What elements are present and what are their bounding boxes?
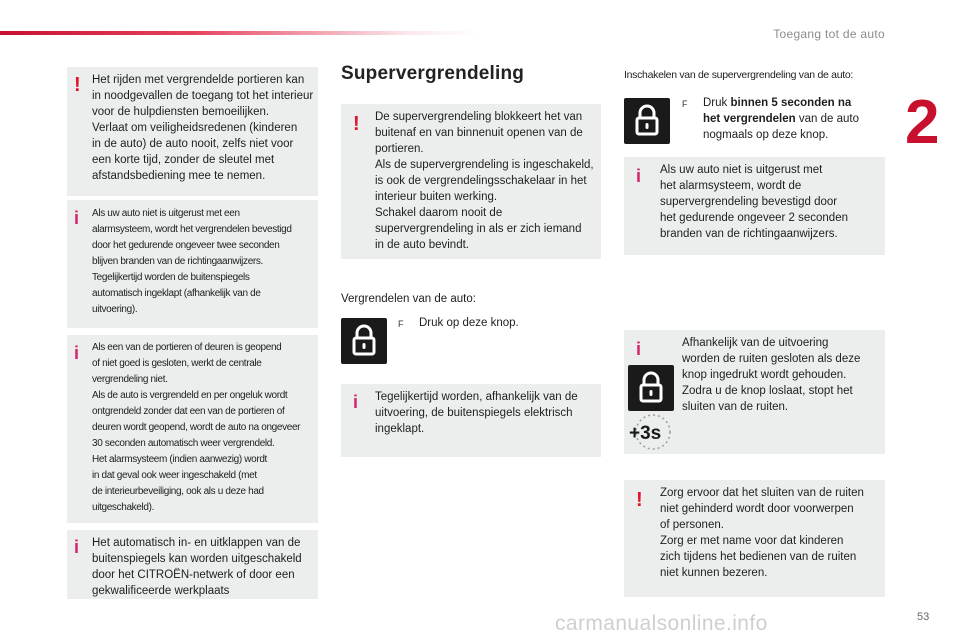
left-info-doors-text: Als een van de portieren of deuren is geopend of niet goed is gesloten, werkt de centrale vergrendeling niet. Als de auto is vergrendeld en per ongeluk wordt ontgrendeld zonder dat een van de portieren of deuren wordt geopend, wordt de auto na ongeveer 30 seconden automatisch weer vergrendeld. Het alarmsysteem (indien aanwezig) wordt in dat geval ook weer ingeschakeld (met de interieurbeveiliging, ook als u deze had uitgeschakeld). [92, 342, 301, 513]
step-arrow-icon: F [682, 99, 688, 109]
chapter-number: 2 [905, 88, 940, 157]
info-icon: i [353, 392, 359, 412]
step-text-post: van de auto [795, 113, 859, 125]
press-step-text: Druk op deze knop. [419, 317, 519, 329]
page-number: 53 [917, 611, 930, 623]
lock-button-icon [628, 365, 674, 411]
middle-info-text: Tegelijkertijd worden, afhankelijk van de uitvoering, de buitenspiegels elektrisch ingeklapt. [375, 391, 578, 435]
right-info-box-alarm [624, 157, 885, 255]
timer-icon [628, 410, 672, 454]
page-title: Supervergrendeling [341, 63, 525, 84]
warning-icon: ! [636, 489, 643, 511]
lock-button-icon [624, 98, 670, 144]
left-info-mirrors-text: Het automatisch in- en uitklappen van de buitenspiegels kan worden uitgeschakeld door het CITROËN-netwerk of door een gekwalificeerde werkplaats [92, 537, 302, 597]
activation-heading: Inschakelen van de supervergrendeling van de auto: [624, 69, 854, 81]
timer-label: +3s [629, 423, 662, 444]
middle-info-box [341, 384, 601, 457]
left-info-box-mirrors [67, 530, 318, 599]
info-icon: i [636, 339, 642, 359]
step-text-pre: Druk [703, 97, 731, 109]
right-warning-text: Zorg ervoor dat het sluiten van de ruiten niet gehinderd wordt door voorwerpen of personen. Zorg er met name voor dat kinderen zich tijdens het bedienen van de ruiten niet kunnen bezeren. [660, 487, 864, 579]
right-info-box-windows [624, 330, 885, 454]
warning-icon: ! [74, 74, 81, 96]
section-header-title: Toegang tot de auto [773, 27, 885, 41]
middle-warning-box [341, 104, 601, 259]
info-icon: i [74, 208, 80, 228]
lock-button-icon [341, 318, 387, 364]
header-accent-bar [0, 31, 480, 35]
info-icon: i [636, 166, 642, 186]
right-info-windows-text: Afhankelijk van de uitvoering worden de ruiten gesloten als deze knop ingedrukt wordt gehouden. Zodra u de knop loslaat, stopt het sluiten van de ruiten. [682, 337, 861, 413]
left-info-alarm-text: Als uw auto niet is uitgerust met een alarmsysteem, wordt het vergrendelen bevestigd door het gedurende ongeveer twee seconden blijven branden van de richtingaanwijzers. Tegelijkertijd worden de buitenspiegels automatisch ingeklapt (afhankelijk van de uitvoering). [92, 208, 292, 315]
step-text-line3: nogmaals op deze knop. [703, 129, 829, 141]
info-icon: i [74, 343, 80, 363]
right-info-alarm-text: Als uw auto niet is uitgerust met het alarmsysteem, wordt de supervergrendeling bevestigd door het gedurende ongeveer 2 seconden branden van de richtingaanwijzers. [660, 164, 848, 240]
lock-heading: Vergrendelen van de auto: [341, 293, 476, 305]
activation-step-text [703, 95, 873, 143]
watermark: carmanualsonline.info [555, 612, 768, 635]
left-info-box-doors [67, 335, 318, 523]
info-icon: i [74, 537, 80, 557]
left-warning-text: Het rijden met vergrendelde portieren kan in noodgevallen de toegang tot het interieur voor de hulpdiensten bemoeilijken. Verlaat om veiligheidsredenen (kinderen in de auto) de auto nooit, zelfs niet voor een korte tijd, zonder de sleutel met afstandsbediening mee te nemen. [92, 74, 314, 182]
step-text-bold-2: het vergrendelen [703, 113, 796, 125]
middle-warning-text: De supervergrendeling blokkeert het van buitenaf en van binnenuit openen van de portieren. Als de supervergrendeling is ingeschakeld, is ook de vergrendelingsschakelaar in het interieur buiten werking. Schakel daarom nooit de supervergrendeling in als er zich iemand in de auto bevindt. [375, 111, 594, 251]
step-text-bold-1: binnen 5 seconden na [730, 97, 852, 109]
left-info-box-alarm [67, 200, 318, 328]
step-arrow-icon: F [398, 319, 404, 329]
left-warning-box [67, 67, 318, 196]
right-warning-box [624, 480, 885, 597]
warning-icon: ! [353, 113, 360, 135]
